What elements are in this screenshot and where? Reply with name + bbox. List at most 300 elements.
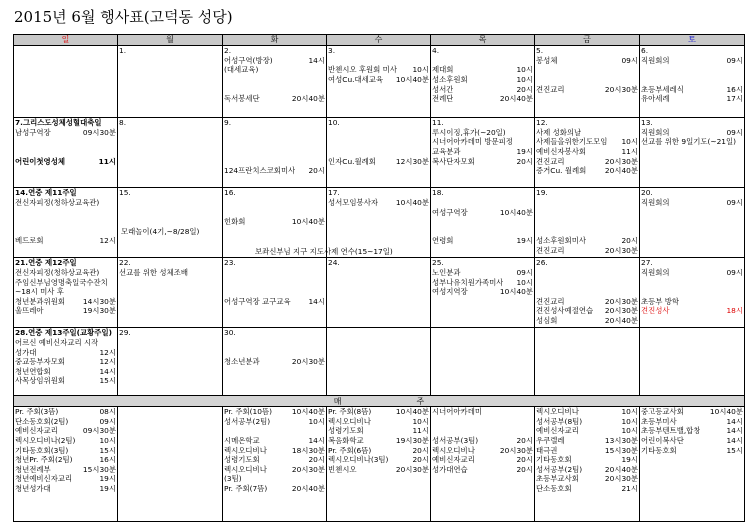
event-name: 예비신자교리	[432, 455, 475, 465]
event-line	[641, 94, 743, 104]
event-line	[536, 166, 638, 176]
day-cell	[535, 188, 640, 258]
event-time: 19시	[99, 474, 116, 484]
event-time	[323, 474, 325, 484]
day-cell	[14, 258, 118, 328]
event-line	[641, 297, 743, 307]
event-line	[432, 455, 533, 465]
event-line	[224, 137, 325, 147]
event-name: 성소후원회미사	[536, 236, 586, 246]
event-line	[536, 306, 638, 316]
event-line	[641, 436, 743, 446]
event-line	[224, 56, 325, 66]
event-name: 초등부 방학	[641, 296, 680, 306]
event-time	[531, 56, 533, 66]
event-name: 청년예비신자교리	[15, 474, 73, 484]
week-row-5	[14, 328, 745, 396]
event-time	[636, 268, 638, 278]
event-time	[636, 128, 638, 138]
event-time	[741, 287, 743, 297]
event-name: 선교를 위한 성체조배	[119, 267, 188, 277]
day-cell	[223, 328, 327, 396]
event-line	[224, 166, 325, 176]
weekly-cell	[14, 407, 118, 522]
day-number: 15.	[119, 188, 131, 198]
event-time: 20시30분	[604, 474, 638, 484]
event-time: 20시30분	[604, 296, 638, 306]
event-line	[224, 287, 325, 297]
day-cell	[640, 258, 745, 328]
event-time: 09시	[726, 197, 743, 207]
day-cell	[14, 188, 118, 258]
day-number: 23.	[224, 258, 236, 268]
event-time: 15시30분	[82, 464, 116, 474]
event-time: 20시	[516, 156, 533, 166]
event-time: 10시	[621, 137, 638, 147]
event-line	[119, 198, 221, 208]
event-time: 10시40분	[395, 407, 429, 417]
day-number: 9.	[224, 118, 232, 128]
event-line	[224, 407, 325, 417]
event-line	[224, 348, 325, 358]
day-number: 5.	[536, 46, 544, 56]
event-time: 10시40분	[291, 407, 325, 417]
event-name: 노인분과	[432, 267, 461, 277]
event-time	[323, 348, 325, 358]
event-name: 남성구역장	[15, 127, 51, 137]
event-line	[224, 436, 325, 446]
day-number: 17.	[328, 188, 340, 198]
event-name: 울뜨레아	[15, 306, 44, 316]
event-line	[536, 426, 638, 436]
event-line	[15, 297, 116, 307]
event-time	[741, 278, 743, 288]
day-number: 13.	[641, 118, 653, 128]
event-line	[15, 147, 116, 157]
event-line	[641, 56, 743, 66]
event-line	[536, 75, 638, 85]
event-line	[641, 446, 743, 456]
event-time: 15시	[99, 376, 116, 386]
page-title: 2015년 6월 행사표(고덕동 성당)	[14, 8, 233, 26]
event-line	[536, 65, 638, 75]
event-line	[224, 85, 325, 95]
day-number: 24.	[328, 258, 340, 268]
event-time	[114, 287, 116, 297]
event-name: 중교등부자모회	[15, 357, 65, 367]
event-time: 14시	[308, 296, 325, 306]
event-line	[15, 417, 116, 427]
event-line	[432, 75, 533, 85]
event-name: 시메온학교	[224, 436, 260, 445]
day-number: 18.	[432, 188, 444, 198]
event-name: 시너어아카데미	[432, 407, 482, 417]
event-time: 19시30분	[395, 436, 429, 445]
event-time	[323, 157, 325, 167]
event-line	[328, 198, 429, 208]
event-time: 13시30분	[604, 436, 638, 445]
event-name: 직원회의	[641, 55, 670, 65]
day-header-sun: 일	[14, 35, 118, 46]
event-time	[531, 407, 533, 417]
day-number: 29.	[119, 328, 131, 338]
event-time: 20시	[516, 455, 533, 465]
event-line	[328, 417, 429, 427]
event-time	[323, 128, 325, 138]
event-time: 20시40분	[499, 94, 533, 104]
weekly-header-label-1: 매	[333, 396, 342, 406]
event-time: 20시30분	[604, 245, 638, 255]
event-time: 15시30분	[604, 445, 638, 455]
event-name: 기타동호회(3팀)	[15, 445, 69, 455]
event-line	[328, 56, 429, 66]
event-name: 성서간	[432, 84, 454, 94]
event-time: 09시	[621, 55, 638, 65]
event-line	[536, 278, 638, 288]
event-line	[15, 436, 116, 446]
event-time: 10시40분	[291, 217, 325, 227]
weekly-header	[14, 396, 745, 407]
day-number: 4.	[432, 46, 440, 56]
event-name: 시너어아카데미 방문피정	[432, 137, 513, 147]
event-line	[15, 137, 116, 147]
event-time	[636, 227, 638, 237]
event-time	[741, 75, 743, 85]
event-line	[536, 198, 638, 208]
event-line	[15, 474, 116, 484]
day-number: 12.	[536, 118, 548, 128]
event-line	[15, 455, 116, 465]
event-line	[536, 407, 638, 417]
event-time: 19시	[621, 455, 638, 465]
event-name: 빈첸시오	[328, 464, 357, 474]
event-time: 14시	[726, 426, 743, 436]
day-number: 26.	[536, 258, 548, 268]
event-line	[15, 198, 116, 208]
event-name: Pr. 주회(6뜸)	[328, 445, 372, 455]
event-name: 봉성체	[536, 55, 558, 65]
event-name: 반첸시오 후원회 미사	[328, 65, 397, 75]
event-line	[328, 446, 429, 456]
event-time	[114, 278, 116, 288]
event-line	[641, 268, 743, 278]
event-name: 복사단자모회	[432, 156, 475, 166]
event-line	[224, 465, 325, 475]
event-name: 렉시오디비나	[224, 445, 267, 455]
event-line	[536, 85, 638, 95]
event-name: 렉시오디비나	[328, 416, 371, 426]
event-line	[641, 65, 743, 75]
event-line	[536, 137, 638, 147]
day-header-thu: 목	[431, 35, 535, 46]
event-name: 성령기도회	[224, 455, 260, 465]
event-line	[224, 208, 325, 218]
event-name: 전신자피정(청하상교육관)	[15, 267, 100, 277]
event-name: 사목상임위원회	[15, 376, 65, 386]
event-time	[323, 278, 325, 288]
event-line	[15, 287, 116, 297]
event-time: 14시	[726, 436, 743, 445]
day-number: 14.연중 제11주일	[15, 188, 77, 198]
event-line	[641, 306, 743, 316]
event-name: 견진교리	[536, 296, 565, 306]
event-time: 14시	[308, 436, 325, 445]
event-time	[531, 198, 533, 208]
event-time: 09시30분	[82, 426, 116, 436]
day-number	[15, 46, 116, 56]
event-time: 20시	[412, 445, 429, 455]
event-line	[432, 417, 533, 427]
event-line	[224, 157, 325, 167]
event-line	[536, 465, 638, 475]
event-time	[323, 208, 325, 218]
event-time: 20시30분	[499, 445, 533, 455]
event-line	[536, 446, 638, 456]
event-time: 10시	[99, 436, 116, 445]
event-line	[432, 147, 533, 157]
event-time: 18시30분	[291, 445, 325, 455]
event-name: 견진교리	[536, 245, 565, 255]
event-time: 14시30분	[82, 296, 116, 306]
event-name: 견진성사	[641, 306, 670, 316]
weekly-header-label-2: 주	[416, 396, 425, 406]
event-name: 중고등교사회	[641, 407, 684, 417]
day-number: 2.	[224, 46, 232, 56]
day-number: 27.	[641, 258, 653, 268]
event-name: 성서공부(8팀)	[536, 416, 583, 426]
event-time	[323, 268, 325, 278]
event-line	[536, 56, 638, 66]
event-time: 09시	[726, 55, 743, 65]
day-cell	[118, 328, 223, 396]
event-line	[536, 128, 638, 138]
event-line	[641, 417, 743, 427]
event-line	[15, 446, 116, 456]
event-line	[536, 236, 638, 246]
event-time: 10시40분	[499, 287, 533, 297]
event-time: 08시	[99, 407, 116, 417]
event-line	[432, 426, 533, 436]
event-line	[432, 436, 533, 446]
day-cell	[431, 188, 535, 258]
event-line	[536, 268, 638, 278]
event-line	[432, 227, 533, 237]
event-time: 12시	[99, 347, 116, 357]
event-time: 17시	[726, 94, 743, 104]
event-time: 20시40분	[604, 464, 638, 474]
event-name: 성령기도회	[328, 426, 364, 436]
event-time: 09시	[726, 127, 743, 137]
day-cell	[431, 46, 535, 118]
event-line	[224, 426, 325, 436]
event-line	[224, 94, 325, 104]
span-event-sandplay: 모래놀이(4기,~8/28일)	[121, 227, 200, 236]
day-header-fri: 금	[535, 35, 640, 46]
event-name: 여성Cu.대세교육	[328, 74, 384, 84]
event-name: 청년전례부	[15, 464, 51, 474]
event-line	[224, 484, 325, 494]
event-name: 초등부교사회	[536, 474, 579, 484]
day-number: 1.	[119, 46, 127, 56]
event-time: 20시40분	[291, 483, 325, 493]
event-line	[432, 236, 533, 246]
event-line	[536, 316, 638, 326]
event-time: 09시	[726, 267, 743, 277]
event-line	[224, 297, 325, 307]
event-line	[432, 65, 533, 75]
event-time	[114, 268, 116, 278]
event-name: Pr. 주회(8뜸)	[328, 407, 372, 417]
event-time: 20시40분	[604, 166, 638, 176]
event-line	[641, 426, 743, 436]
event-name: 직원회의	[641, 267, 670, 277]
day-cell	[118, 118, 223, 188]
event-time	[636, 198, 638, 208]
event-name: 성심회	[536, 315, 558, 325]
day-header-wed: 수	[327, 35, 431, 46]
event-line	[641, 198, 743, 208]
event-time: 20시	[308, 455, 325, 465]
event-name: 교육분과	[432, 147, 461, 157]
event-line	[15, 367, 116, 377]
event-time	[323, 65, 325, 75]
day-cell	[223, 258, 327, 328]
event-name: 청소년분과	[224, 357, 260, 367]
event-line	[15, 484, 116, 494]
event-time: 20시30분	[395, 464, 429, 474]
day-number: 21.연중 제12주일	[15, 258, 77, 268]
event-time	[323, 85, 325, 95]
event-name: 베드로회	[15, 236, 44, 246]
day-header-tue: 화	[223, 35, 327, 46]
event-line	[536, 484, 638, 494]
event-time	[323, 227, 325, 237]
event-time: 10시40분	[395, 74, 429, 84]
event-line	[432, 85, 533, 95]
event-name: 초등부미사	[641, 416, 677, 426]
event-line	[536, 227, 638, 237]
week-row-1	[14, 46, 745, 118]
event-time: 15시	[726, 445, 743, 455]
event-time	[636, 217, 638, 227]
event-line	[641, 137, 743, 147]
event-time: 10시	[412, 65, 429, 75]
day-number: 8.	[119, 118, 127, 128]
event-time	[114, 217, 116, 227]
event-line	[432, 157, 533, 167]
event-line	[432, 407, 533, 417]
event-name: 유아세례	[641, 94, 670, 104]
event-line	[641, 287, 743, 297]
event-time	[741, 65, 743, 75]
event-line	[432, 217, 533, 227]
event-time: 20시40분	[291, 94, 325, 104]
day-cell	[431, 328, 535, 396]
event-name: 직원회의	[641, 197, 670, 207]
event-line	[119, 268, 221, 278]
event-line	[536, 217, 638, 227]
day-cell	[118, 258, 223, 328]
day-cell	[431, 118, 535, 188]
event-line	[15, 465, 116, 475]
event-time	[219, 268, 221, 278]
event-line	[224, 357, 325, 367]
event-name: 예비신자교리	[536, 426, 579, 436]
event-line	[432, 198, 533, 208]
event-name: 단소동호회	[536, 483, 572, 493]
event-name: 어성구역(방장)	[224, 55, 273, 65]
event-time	[636, 65, 638, 75]
event-time: 11시	[621, 147, 638, 157]
event-time: 10시40분	[499, 207, 533, 217]
event-time: 14시	[726, 416, 743, 426]
event-time	[531, 227, 533, 237]
event-time	[636, 75, 638, 85]
event-name: 선교를 위한 9일기도(~21일)	[641, 137, 737, 147]
event-time	[427, 56, 429, 66]
event-line	[15, 227, 116, 237]
event-time: 20시30분	[291, 357, 325, 367]
event-line	[224, 147, 325, 157]
event-line	[536, 147, 638, 157]
event-time	[323, 75, 325, 85]
event-line	[15, 236, 116, 246]
day-cell	[535, 328, 640, 396]
week-row-4	[14, 258, 745, 328]
event-line	[536, 287, 638, 297]
week-row-2	[14, 118, 745, 188]
event-line	[328, 455, 429, 465]
event-time: 20시	[308, 166, 325, 176]
event-line	[641, 85, 743, 95]
event-time: 20시30분	[604, 84, 638, 94]
day-cell	[118, 46, 223, 118]
event-line	[432, 94, 533, 104]
event-time	[219, 198, 221, 208]
day-number: 11.	[432, 118, 444, 128]
event-time	[531, 128, 533, 138]
day-cell	[14, 328, 118, 396]
day-cell	[223, 46, 327, 118]
event-time: 10시	[516, 65, 533, 75]
event-time: 20시40분	[604, 315, 638, 325]
event-name: 사제 성화의날	[536, 127, 582, 137]
event-line	[15, 278, 116, 288]
event-line	[328, 465, 429, 475]
day-cell	[640, 46, 745, 118]
event-line	[536, 436, 638, 446]
event-line	[224, 227, 325, 237]
day-cell	[223, 118, 327, 188]
event-line	[15, 268, 116, 278]
event-time	[114, 208, 116, 218]
day-cell	[327, 118, 431, 188]
event-time	[636, 208, 638, 218]
event-time	[323, 426, 325, 436]
event-name: 어린이첫영성체	[15, 156, 65, 166]
event-line	[536, 474, 638, 484]
event-line	[432, 56, 533, 66]
day-cell	[640, 118, 745, 188]
day-cell	[640, 328, 745, 396]
event-time: 19시	[516, 236, 533, 246]
event-line	[15, 306, 116, 316]
event-name: 청년연합회	[15, 366, 51, 376]
day-cell	[14, 118, 118, 188]
event-time: 10시	[621, 416, 638, 426]
event-name: 힌화회	[224, 217, 246, 227]
event-time	[636, 278, 638, 288]
